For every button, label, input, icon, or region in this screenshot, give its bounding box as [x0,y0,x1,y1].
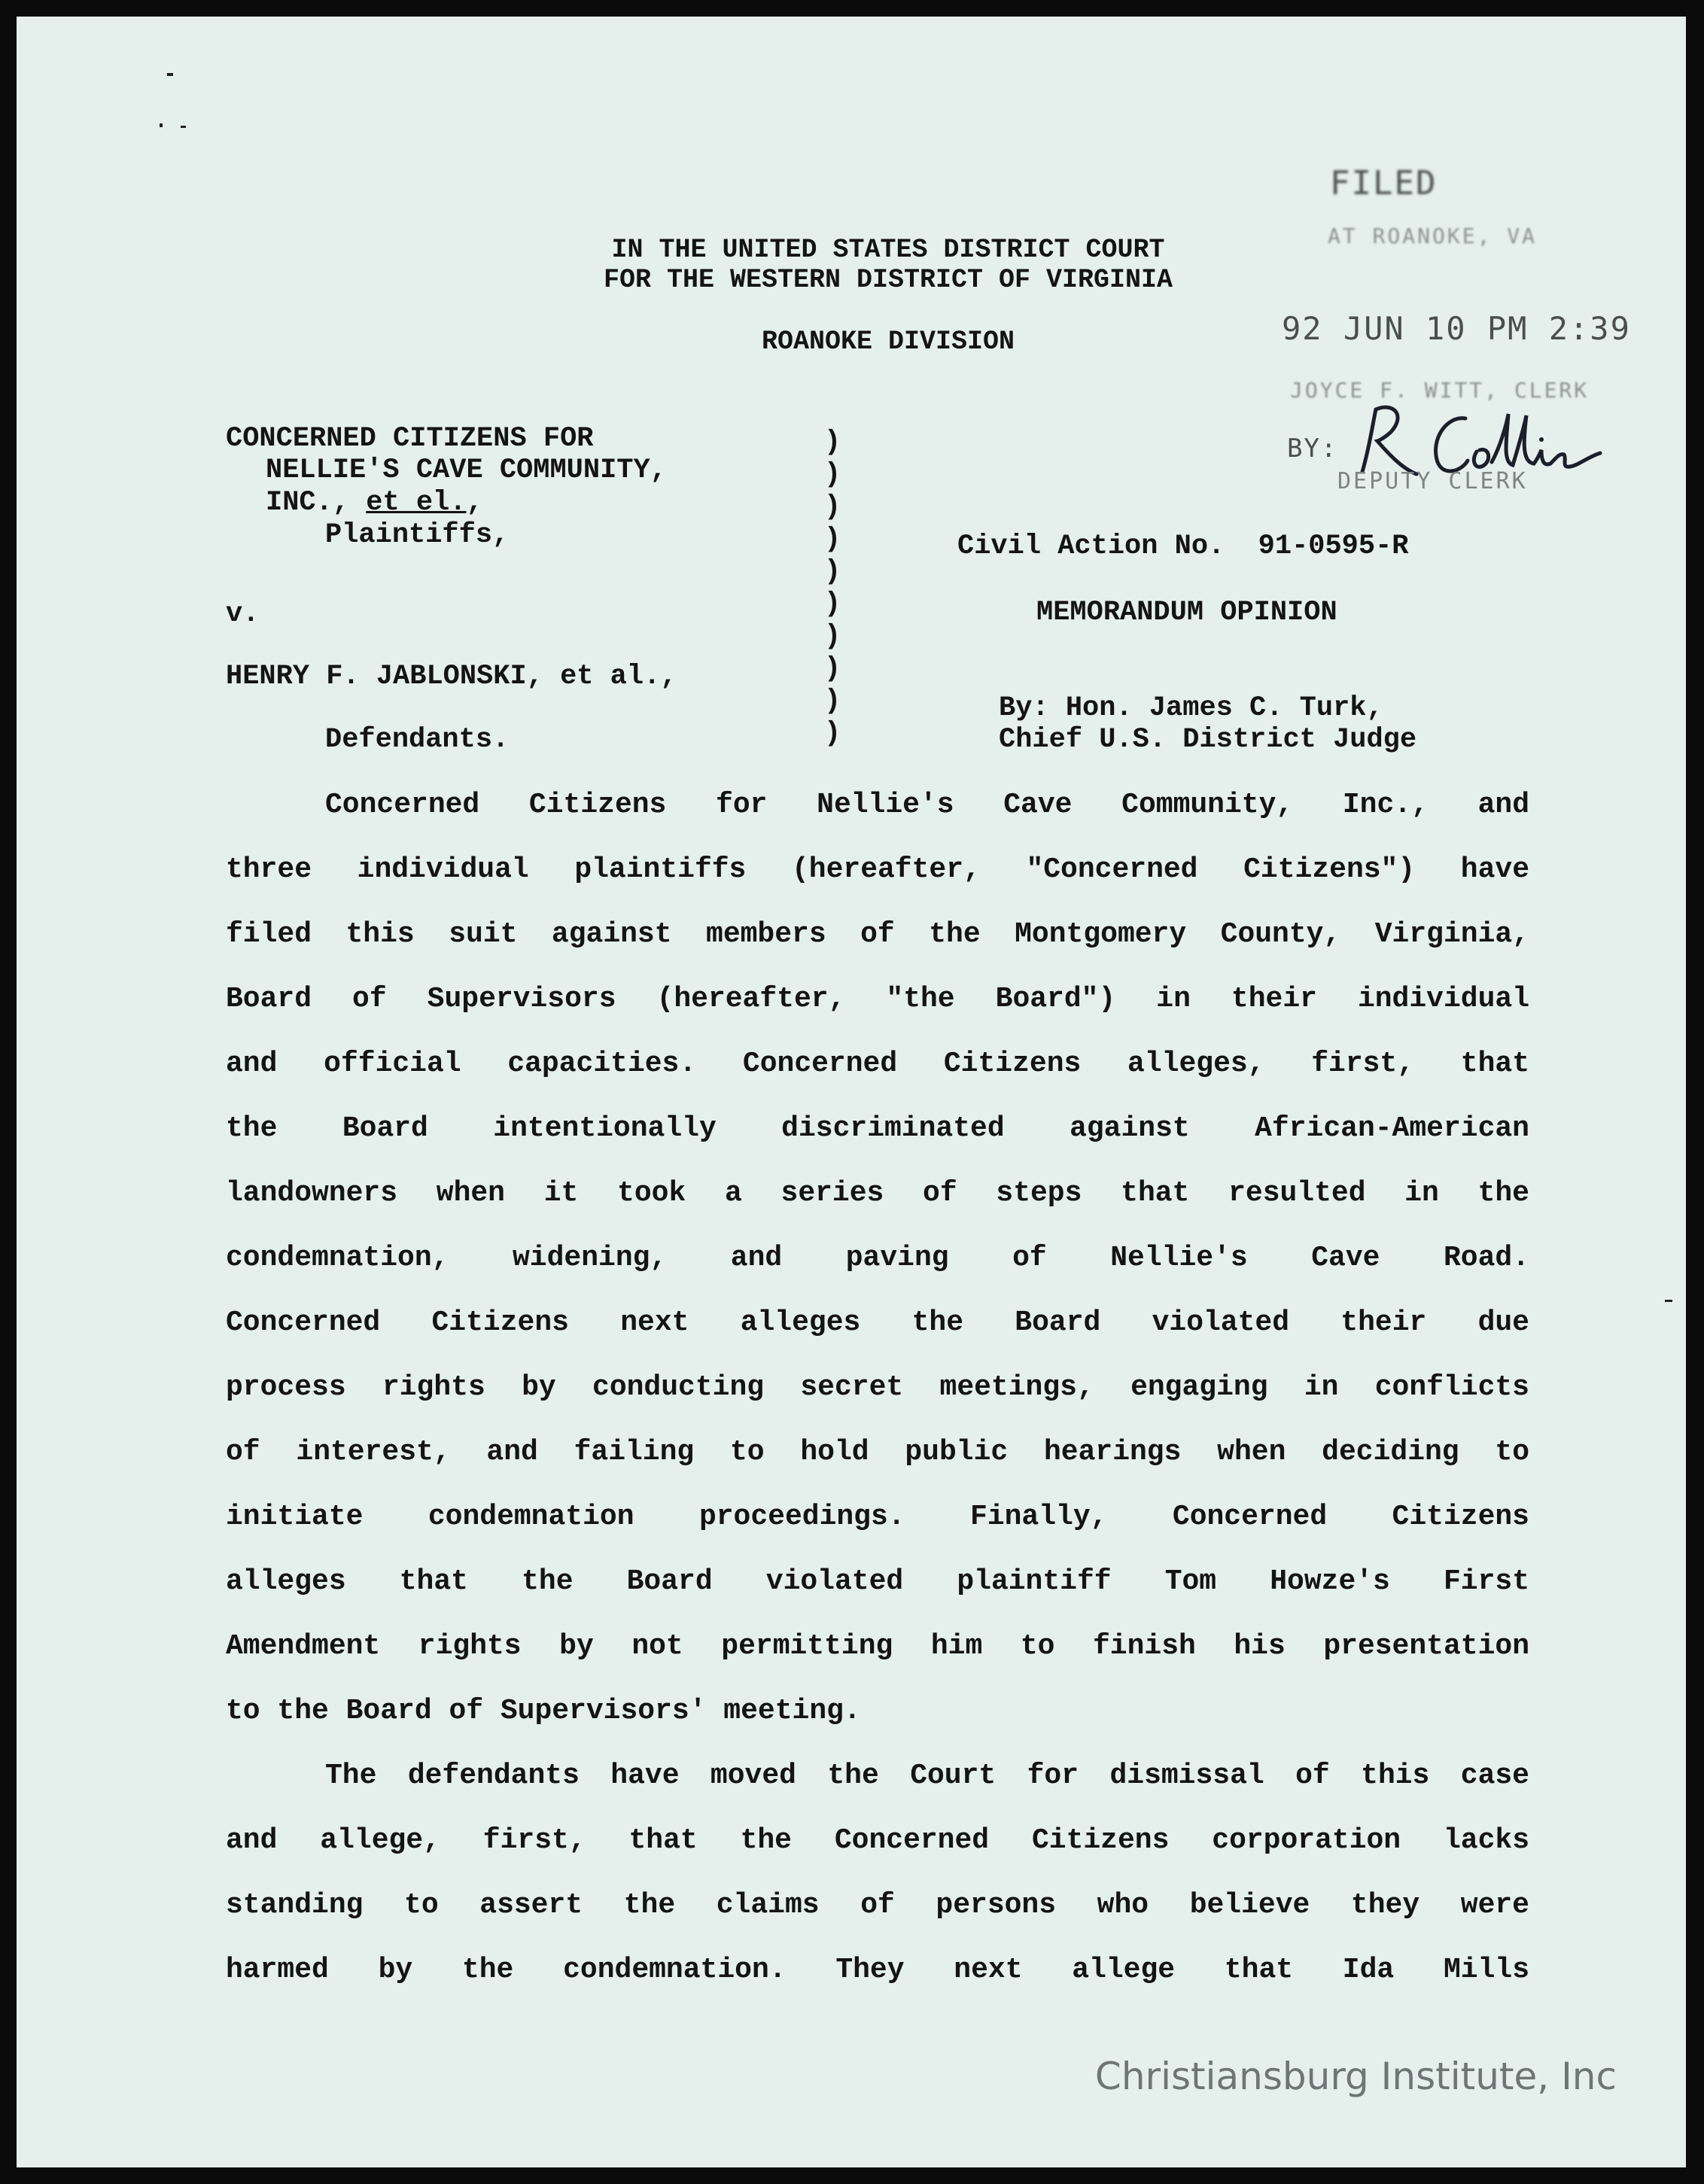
court-division: ROANOKE DIVISION [761,327,1015,357]
plaintiff-comma: , [466,487,483,519]
body-line: harmed by the condemnation. They next allege that Ida Mills [226,1954,1529,1986]
caption-paren: ) [824,459,841,491]
stamp-by-label: BY: [1287,433,1338,464]
civil-action-number: Civil Action No. 91-0595-R [957,531,1409,562]
body-line: Amendment rights by not permitting him to finish his presentation [226,1630,1529,1662]
caption-paren: ) [824,718,841,750]
body-line: and official capacities. Concerned Citizens alleges, first, that [226,1048,1529,1080]
versus-label: v. [226,598,260,630]
scan-speck [160,123,163,127]
body-line: condemnation, widening, and paving of Nellie's Cave Road. [226,1242,1529,1274]
collection-watermark: Christiansburg Institute, Inc [1094,2055,1617,2098]
stamp-location: AT ROANOKE, VA [1328,224,1538,248]
stamp-deputy-clerk: DEPUTY CLERK [1337,468,1528,494]
stamp-clerk: JOYCE F. WITT, CLERK [1290,378,1590,403]
judge-by-line: By: Hon. James C. Turk, [999,692,1383,724]
defendant-name: HENRY F. JABLONSKI, et al., [226,661,677,692]
body-line: filed this suit against members of the Montgomery County, Virginia, [226,918,1529,951]
caption-paren: ) [824,524,841,555]
body-line: Concerned Citizens next alleges the Board violated their due [226,1306,1529,1339]
body-line: process rights by conducting secret meetings, engaging in conflicts [226,1371,1529,1404]
caption-paren: ) [824,491,841,523]
scan-speck [181,126,186,128]
body-line: Concerned Citizens for Nellie's Cave Community, Inc., and [325,789,1529,821]
caption-paren: ) [824,427,841,458]
body-line: to the Board of Supervisors' meeting. [226,1695,861,1727]
caption-paren: ) [824,589,841,620]
plaintiff-name-line3 [266,487,483,519]
body-line: of interest, and failing to hold public hearings when deciding to [226,1436,1529,1468]
plaintiff-name-line2: NELLIE'S CAVE COMMUNITY, [266,455,667,486]
et-al-underlined: et el. [366,487,467,519]
defendant-role: Defendants. [325,724,510,756]
body-line: three individual plaintiffs (hereafter, "Concerned Citizens") have [226,853,1529,886]
body-line: initiate condemnation proceedings. Finally, Concerned Citizens [226,1501,1529,1533]
stamp-date-time: 92 JUN 10 PM 2:39 [1282,310,1631,347]
body-line: The defendants have moved the Court for dismissal of this case [325,1760,1529,1792]
caption-paren: ) [824,556,841,588]
court-name-line2: FOR THE WESTERN DISTRICT OF VIRGINIA [603,265,1173,295]
caption-paren: ) [824,621,841,652]
caption-paren: ) [824,653,841,685]
body-line: the Board intentionally discriminated against African-American [226,1112,1529,1145]
caption-paren: ) [824,686,841,717]
body-line: Board of Supervisors (hereafter, "the Board") in their individual [226,983,1529,1015]
memorandum-opinion-title: MEMORANDUM OPINION [1036,597,1337,628]
body-line: and allege, first, that the Concerned Citizens corporation lacks [226,1824,1529,1857]
body-line: landowners when it took a series of steps that resulted in the [226,1177,1529,1209]
body-line: alleges that the Board violated plaintiff Tom Howze's First [226,1565,1529,1598]
judge-title: Chief U.S. District Judge [999,724,1417,756]
plaintiff-role: Plaintiffs, [325,519,510,551]
stamp-filed: FILED [1330,164,1438,202]
body-line: standing to assert the claims of persons who believe they were [226,1889,1529,1921]
plaintiff-name-line1: CONCERNED CITIZENS FOR [226,423,594,455]
scan-speck [167,73,173,76]
plaintiff-inc: INC., [266,487,367,519]
court-name-line1: IN THE UNITED STATES DISTRICT COURT [611,235,1165,265]
document-page [17,17,1686,2167]
scan-speck [1665,1300,1672,1302]
